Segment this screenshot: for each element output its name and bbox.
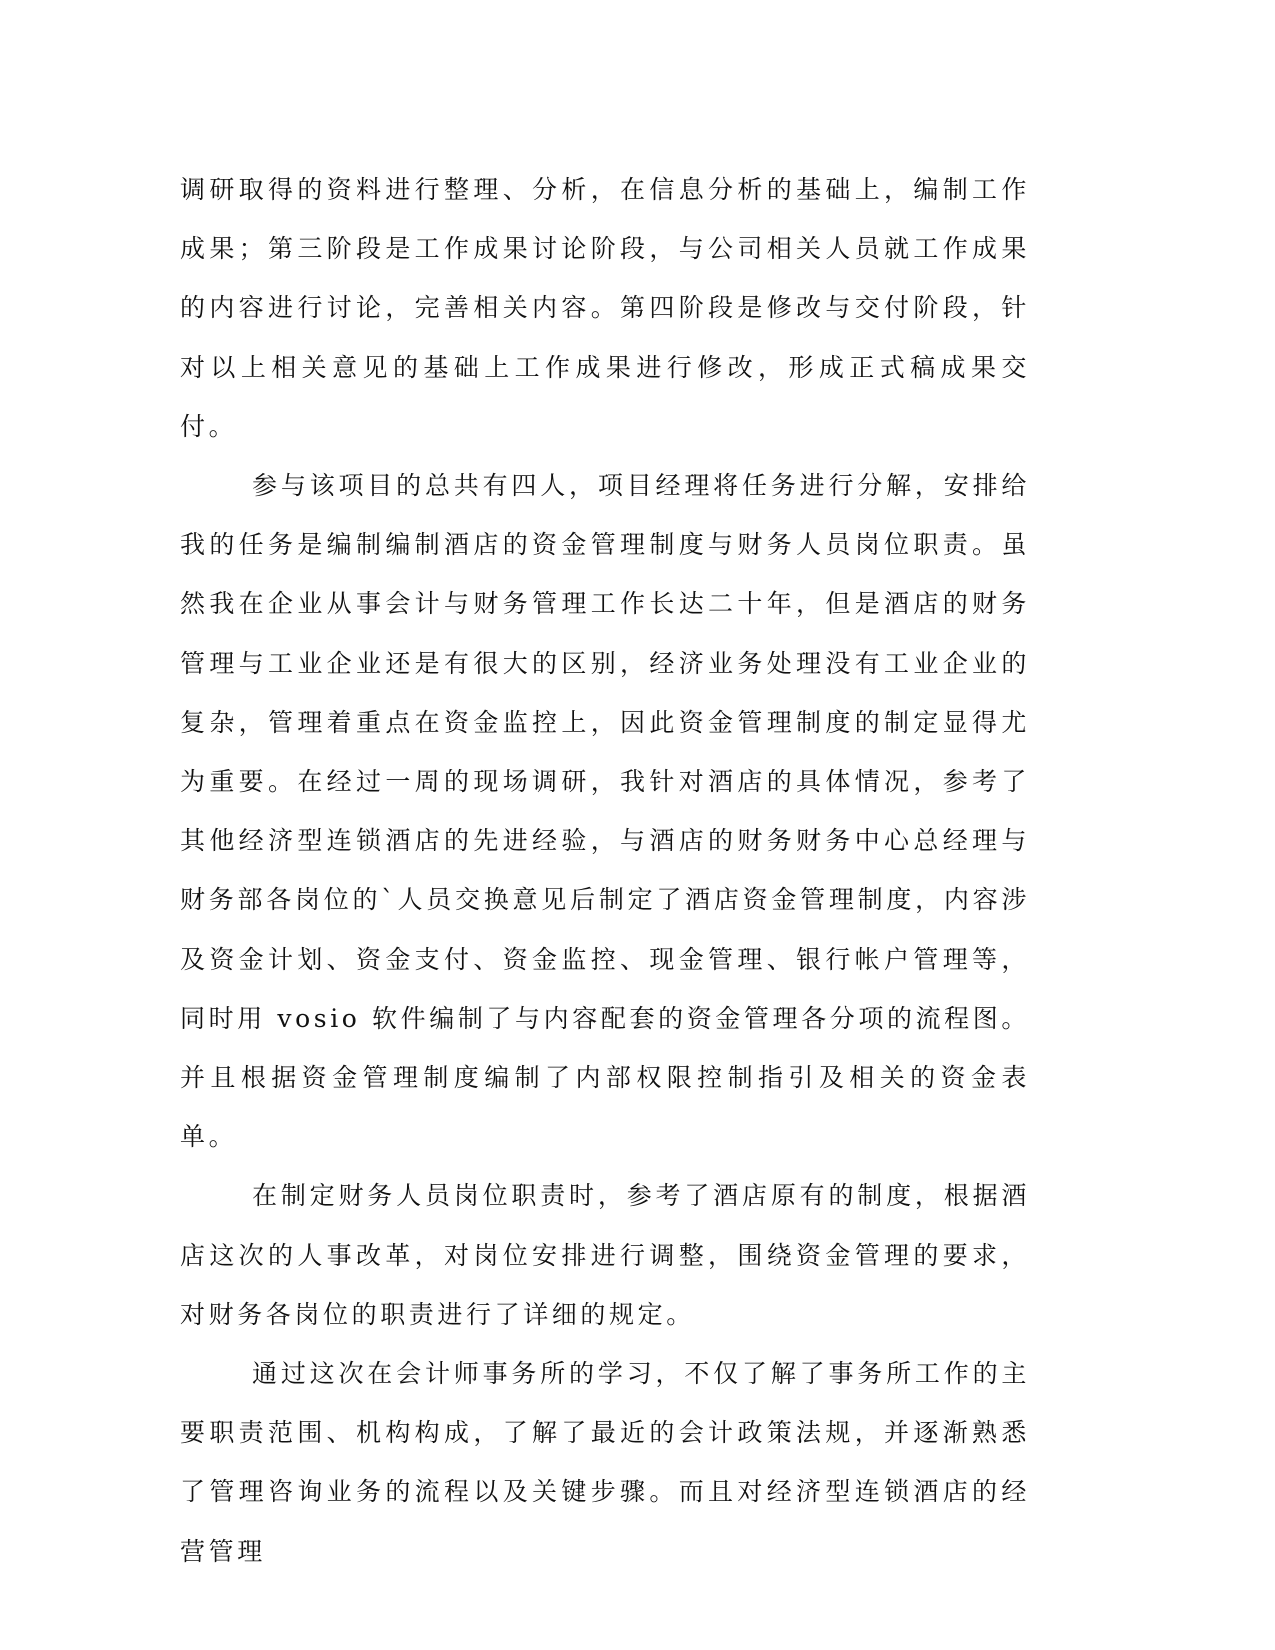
paragraph-2: 参与该项目的总共有四人，项目经理将任务进行分解，安排给我的任务是编制编制酒店的资金管理制度与财务人员岗位职责。虽然我在企业从事会计与财务管理工作长达二十年，但是酒店的财务管理与工业企业还是有很大的区别，经济业务处理没有工业企业的复杂，管理着重点在资金监控上，因此资金管理制度的制定显得尤为重要。在经过一周的现场调研，我针对酒店的具体情况，参考了其他经济型连锁酒店的先进经验，与酒店的财务财务中心总经理与财务部各岗位的`人员交换意见后制定了酒店资金管理制度，内容涉及资金计划、资金支付、资金监控、现金管理、银行帐户管理等，同时用 vosio 软件编制了与内容配套的资金管理各分项的流程图。并且根据资金管理制度编制了内部权限控制指引及相关的资金表单。 [180, 471, 1030, 1152]
paragraph-4: 通过这次在会计师事务所的学习，不仅了解了事务所工作的主要职责范围、机构构成，了解了最近的会计政策法规，并逐渐熟悉了管理咨询业务的流程以及关键步骤。而且对经济型连锁酒店的经营管理 [180, 1359, 1030, 1566]
paragraph-1: 调研取得的资料进行整理、分析，在信息分析的基础上，编制工作成果；第三阶段是工作成果讨论阶段，与公司相关人员就工作成果的内容进行讨论，完善相关内容。第四阶段是修改与交付阶段，针对以上相关意见的基础上工作成果进行修改，形成正式稿成果交付。 [180, 175, 1030, 441]
paragraph-3: 在制定财务人员岗位职责时，参考了酒店原有的制度，根据酒店这次的人事改革，对岗位安排进行调整，围绕资金管理的要求，对财务各岗位的职责进行了详细的规定。 [180, 1181, 1030, 1329]
document-body [180, 160, 1030, 1581]
